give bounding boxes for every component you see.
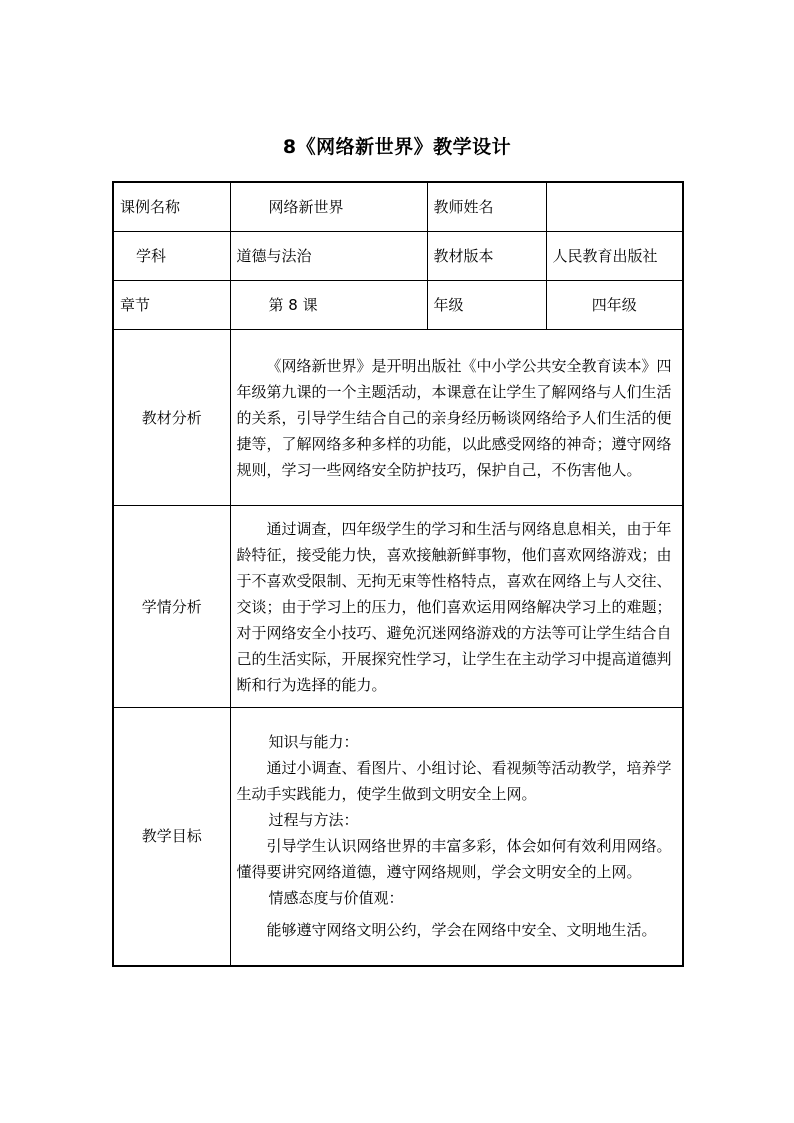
table-row <box>113 232 683 281</box>
objective-text-knowledge: 通过小调查、看图片、小组讨论、看视频等活动教学，培养学生动手实践能力，使学生做到文明安全上网。 <box>236 759 672 804</box>
objective-text-values: 能够遵守网络文明公约，学会在网络中安全、文明地生活。 <box>266 921 657 940</box>
objective-heading-values: 情感态度与价值观： <box>268 889 404 908</box>
objectives-cell <box>230 708 683 966</box>
student-analysis-text: 通过调查，四年级学生的学习和生活与网络息息相关，由于年龄特征，接受能力快，喜欢接触新鲜事物，他们喜欢网络游戏；由于不喜欢受限制、无拘无束等性格特点，喜欢在网络上与人交往、交谈；由于学习上的压力，他们喜欢运用网络解决学习上的难题；对于网络安全小技巧、避免沉迷网络游戏的方法等可让学生结合自己的生活实际，开展探究性学习，让学生在主动学习中提高道德判断和行为选择的能力。 <box>236 519 672 694</box>
label-grade: 年级 <box>427 281 546 330</box>
value-grade: 四年级 <box>546 281 683 330</box>
textbook-analysis-text: 《网络新世界》是开明出版社《中小学公共安全教育读本》四年级第九课的一个主题活动，本课意在让学生了解网络与人们生活的关系，引导学生结合自己的亲身经历畅谈网络给予人们生活的便捷等，了解网络多种多样的功能，以此感受网络的神奇；遵守网络规则，学习一些网络安全防护技巧，保护自己，不伤害他人。 <box>236 356 672 479</box>
lesson-plan-table <box>112 181 684 967</box>
value-lesson-name: 网络新世界 <box>230 182 427 232</box>
value-chapter: 第 8 课 <box>230 281 427 330</box>
label-lesson-name: 课例名称 <box>113 182 230 232</box>
table-row <box>113 281 683 330</box>
label-textbook-edition: 教材版本 <box>427 232 546 281</box>
value-subject: 道德与法治 <box>230 232 427 281</box>
label-objectives: 教学目标 <box>113 708 230 966</box>
objective-heading-knowledge: 知识与能力： <box>268 733 359 752</box>
objective-heading-process: 过程与方法： <box>268 811 359 830</box>
table-row <box>113 330 683 506</box>
table-row <box>113 182 683 232</box>
label-textbook-analysis: 教材分析 <box>113 330 230 506</box>
value-textbook-edition: 人民教育出版社 <box>546 232 683 281</box>
label-teacher-name: 教师姓名 <box>427 182 546 232</box>
document-title: 8《网络新世界》教学设计 <box>282 136 512 158</box>
label-subject: 学科 <box>113 232 230 281</box>
objective-text-process: 引导学生认识网络世界的丰富多彩，体会如何有效利用网络。懂得要讲究网络道德，遵守网络规则，学会文明安全的上网。 <box>236 837 672 882</box>
table-row <box>113 506 683 708</box>
label-student-analysis: 学情分析 <box>113 506 230 708</box>
student-analysis-cell <box>230 506 683 708</box>
textbook-analysis-cell <box>230 330 683 506</box>
label-chapter: 章节 <box>113 281 230 330</box>
value-teacher-name <box>546 182 683 232</box>
table-row <box>113 708 683 966</box>
